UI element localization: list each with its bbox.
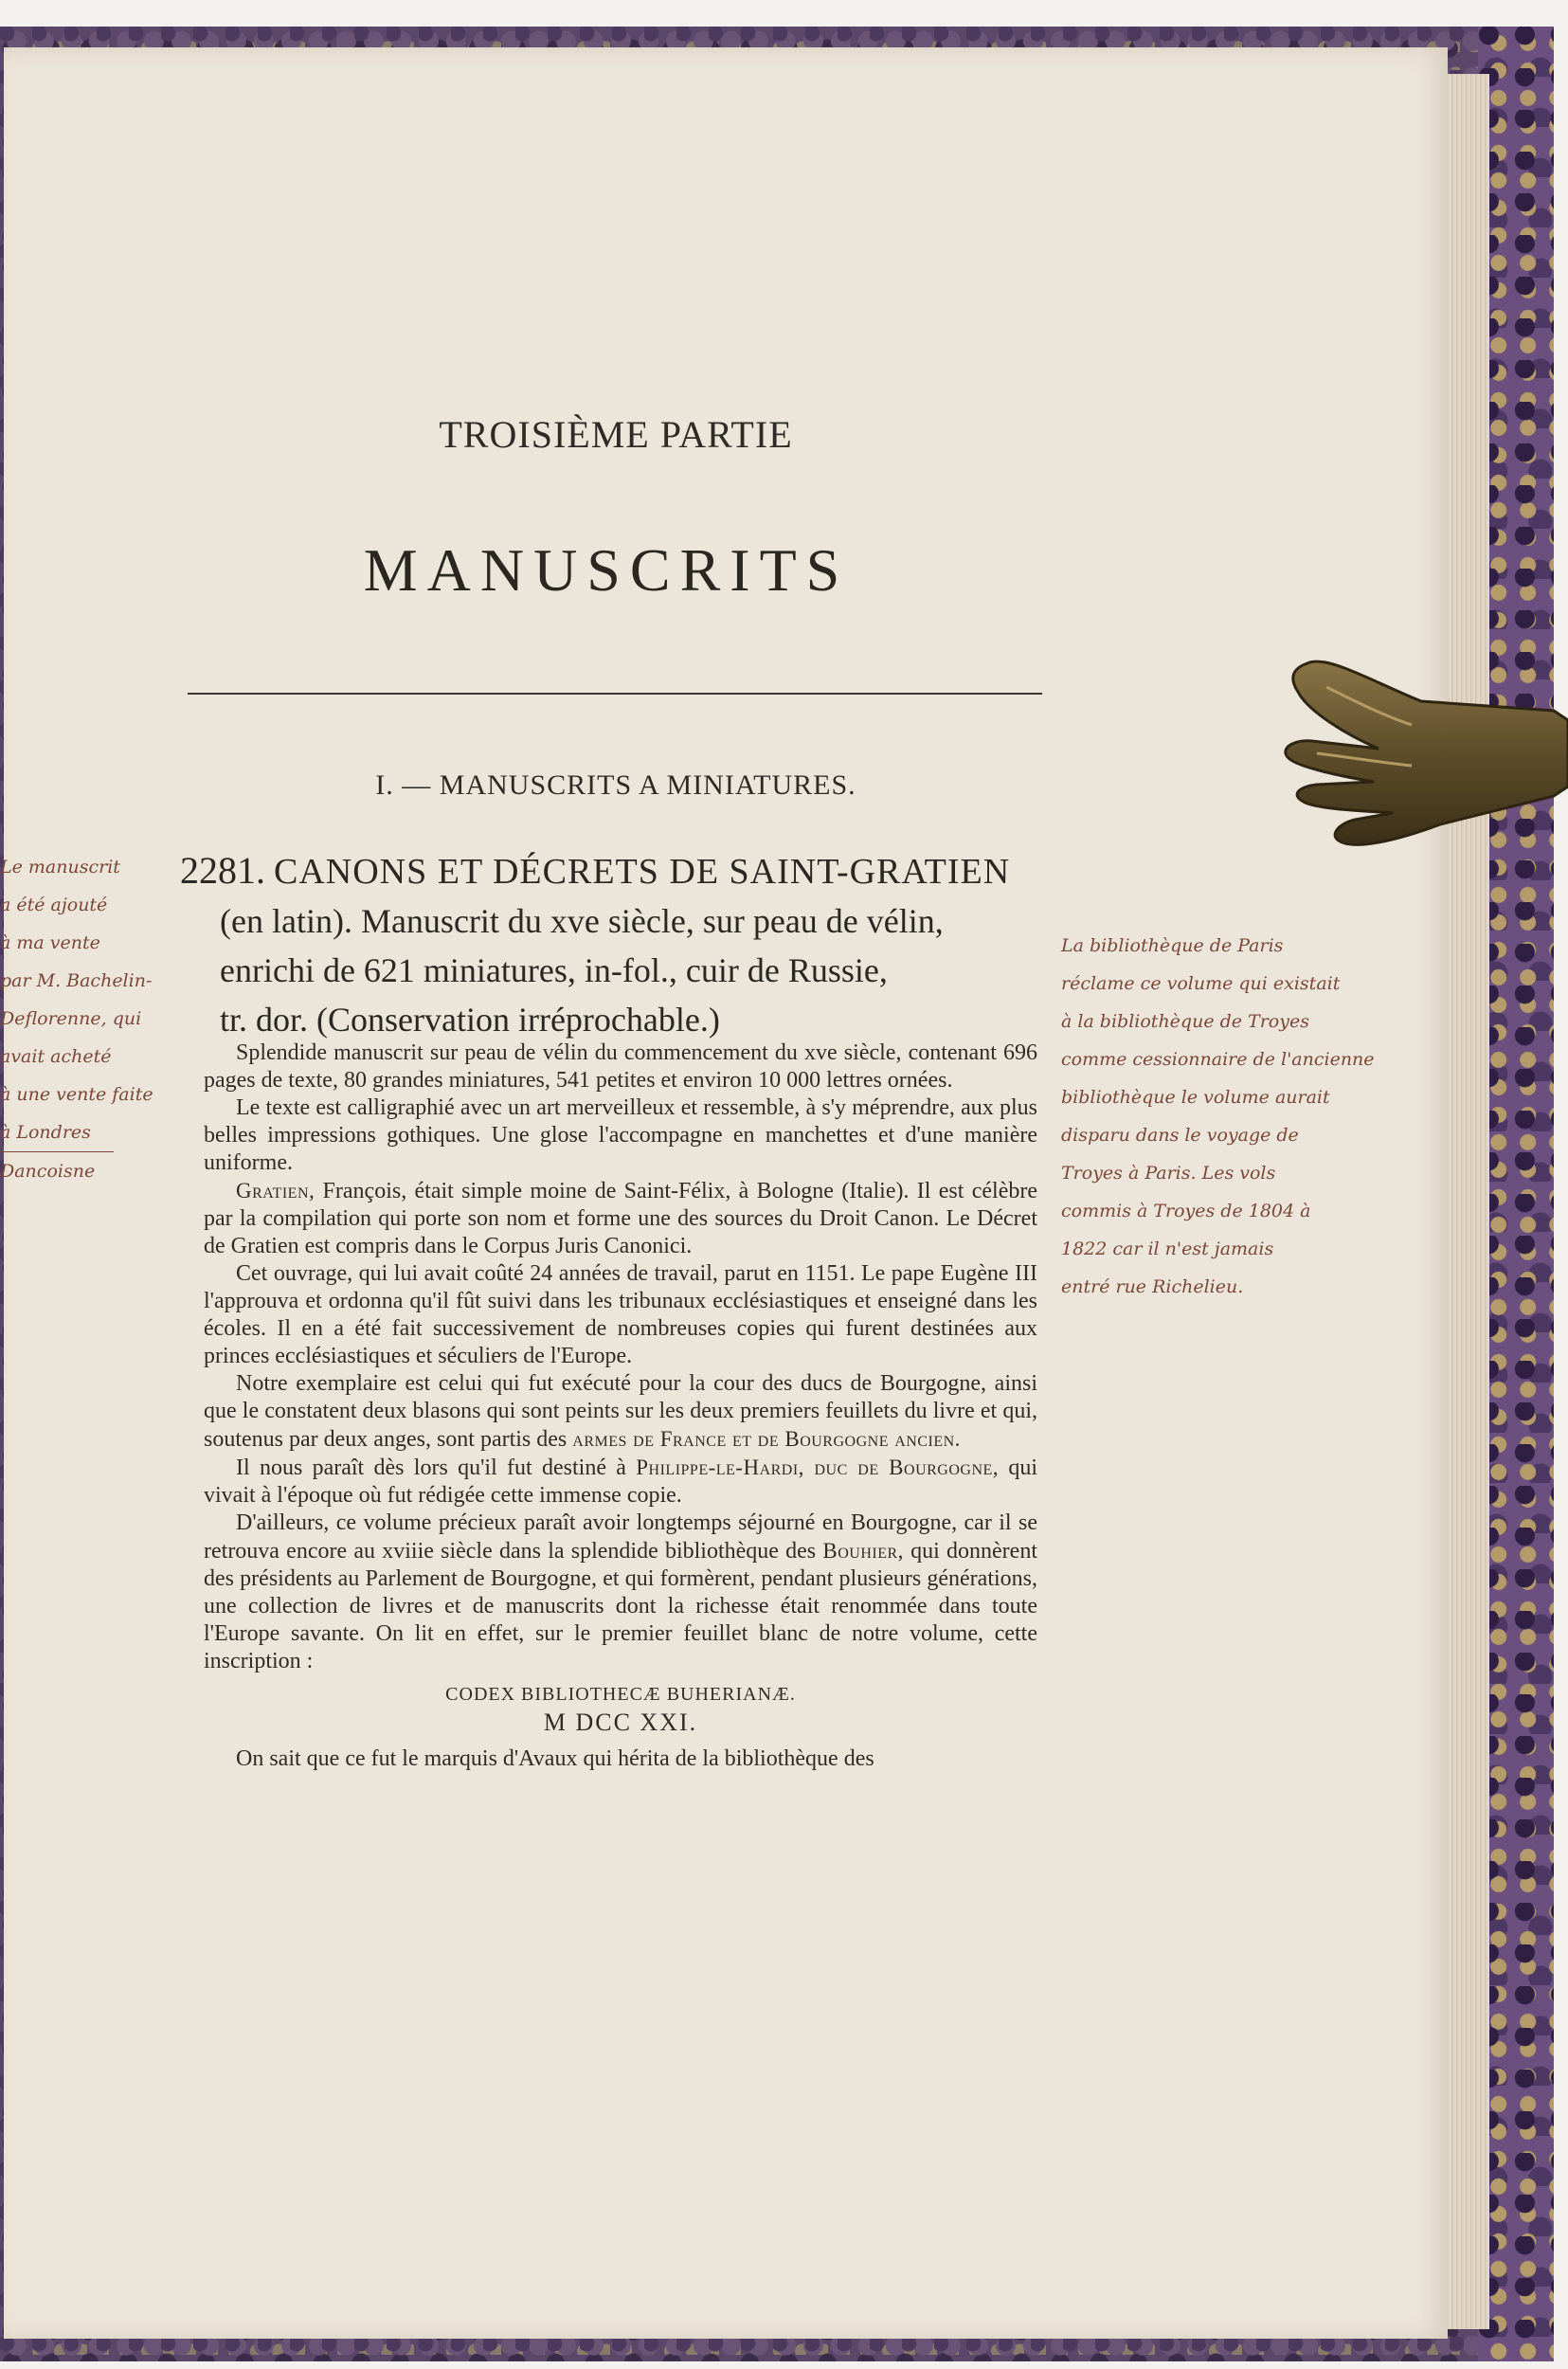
right-note-line: Troyes à Paris. Les vols — [1061, 1163, 1276, 1184]
brass-hand-clip-icon — [1270, 644, 1568, 862]
paragraph-7 — [204, 1510, 1037, 1675]
entry-line-2: (en latin). Manuscrit du xve siècle, sur peau de vélin, — [220, 902, 944, 940]
left-margin-annotation — [0, 848, 180, 1190]
paragraph-1: Splendide manuscrit sur peau de vélin du commencement du xve siècle, contenant 696 pages de texte, 80 grandes miniatures, 541 petites et environ 10 000 lettres ornées. — [204, 1040, 1037, 1093]
duke-name: Philippe-le-Hardi, duc de Bourgogne, — [636, 1456, 1000, 1479]
paragraph-7-end: qui donnèrent des présidents au Parlement de Bourgogne, et qui formèrent, pendant plusieurs générations, une collection de livres et de manuscrits dont la richesse était renommée dans toute l'Europe savante. On lit en effet, sur le premier feuillet blanc de notre volume, cette inscription : — [204, 1539, 1037, 1673]
right-note-line: comme cessionnaire de l'ancienne — [1061, 1049, 1375, 1070]
paragraph-6-text: Il nous paraît dès lors qu'il fut destiné à — [236, 1456, 637, 1480]
section-heading: I. — MANUSCRITS A MINIATURES. — [375, 769, 856, 801]
left-note-line: a été ajouté — [0, 895, 108, 915]
right-note-line: disparu dans le voyage de — [1061, 1125, 1299, 1146]
right-margin-annotation — [1061, 927, 1440, 1306]
paragraph-6-end: qui vivait à l'époque où fut rédigée cette immense copie. — [204, 1456, 1038, 1508]
part-heading: TROISIÈME PARTIE — [439, 413, 793, 456]
right-note-line: entré rue Richelieu. — [1061, 1276, 1244, 1297]
left-note-line: avait acheté — [0, 1046, 112, 1067]
paragraph-3 — [204, 1177, 1037, 1260]
bouhier-name: Bouhier, — [822, 1539, 904, 1563]
left-note-line: à Londres — [0, 1122, 91, 1143]
marbled-board — [1478, 27, 1554, 2361]
paragraph-5-text: Notre exemplaire est celui qui fut exécuté pour la cour des ducs de Bourgogne, ainsi que le constatent deux blasons qui sont peints sur les deux premiers feuillets du livre et qui, soutenus par deux anges, sont partis des — [204, 1371, 1037, 1452]
paragraph-6 — [204, 1454, 1037, 1510]
right-note-line: commis à Troyes de 1804 à — [1061, 1201, 1311, 1221]
left-note-line: à une vente faite — [0, 1084, 153, 1105]
entry-title-line — [180, 846, 1042, 896]
paragraph-7-text: D'ailleurs, ce volume précieux paraît avoir longtemps séjourné en Bourgogne, car il se retrouva encore au xviiie siècle dans la splendide bibliothèque des — [204, 1510, 1037, 1564]
right-note-line: 1822 car il n'est jamais — [1061, 1239, 1274, 1259]
right-note-line: à la bibliothèque de Troyes — [1061, 1011, 1309, 1032]
title-rule — [188, 693, 1042, 695]
paragraph-5 — [204, 1370, 1037, 1454]
left-note-line: par M. Bachelin- — [0, 970, 153, 991]
lot-number: 2281. — [180, 849, 265, 892]
paragraph-4: Cet ouvrage, qui lui avait coûté 24 années de travail, parut en 1151. Le pape Eugène III l'approuva et ordonna qu'il fût suivi dans les tribunaux ecclésiastiques et enseigné dans les écoles. Il en a été fait successivement de nombreuses copies qui furent destinées aux princes ecclésiastiques et séculiers de l'Europe. — [204, 1261, 1037, 1368]
entry-line-4: tr. dor. (Conservation irréprochable.) — [220, 1001, 720, 1039]
left-note-line: à ma vente — [0, 932, 100, 953]
inscription-year: M DCC XXI. — [543, 1709, 698, 1736]
name-gratien: Gratien, — [236, 1179, 315, 1203]
entry-line-3: enrichi de 621 miniatures, in-fol., cuir de Russie, — [220, 951, 888, 989]
right-note-line: bibliothèque le volume aurait — [1061, 1087, 1330, 1108]
arms-text: armes de France et de Bourgogne ancien. — [572, 1427, 961, 1451]
entry-description — [204, 1040, 1037, 1773]
entry-heading — [180, 846, 1042, 1044]
paragraph-8: On sait que ce fut le marquis d'Avaux qui hérita de la bibliothèque des — [236, 1746, 874, 1771]
codex-inscription: CODEX BIBLIOTHECÆ BUHERIANÆ. — [445, 1684, 796, 1705]
paragraph-2: Le texte est calligraphié avec un art merveilleux et ressemble, à s'y méprendre, aux plus belles impressions gothiques. Une glose l'accompagne en manchettes et d'une manière uniforme. — [204, 1095, 1037, 1175]
paragraph-3-text: François, était simple moine de Saint-Félix, à Bologne (Italie). Il est célèbre par la compilation qui porte son nom et forme une des sources du Droit Canon. Le Décret de Gratien est compris dans le Corpus Juris Canonici. — [204, 1179, 1037, 1258]
left-note-line: Dancoisne — [0, 1151, 114, 1190]
left-note-line: Le manuscrit — [0, 857, 120, 877]
right-note-line: réclame ce volume qui existait — [1061, 973, 1341, 994]
page-title: MANUSCRITS — [363, 536, 850, 604]
right-note-line: La bibliothèque de Paris — [1061, 935, 1284, 956]
lot-title: CANONS ET DÉCRETS DE SAINT-GRATIEN — [274, 852, 1011, 892]
left-note-line: Deflorenne, qui — [0, 1008, 142, 1029]
